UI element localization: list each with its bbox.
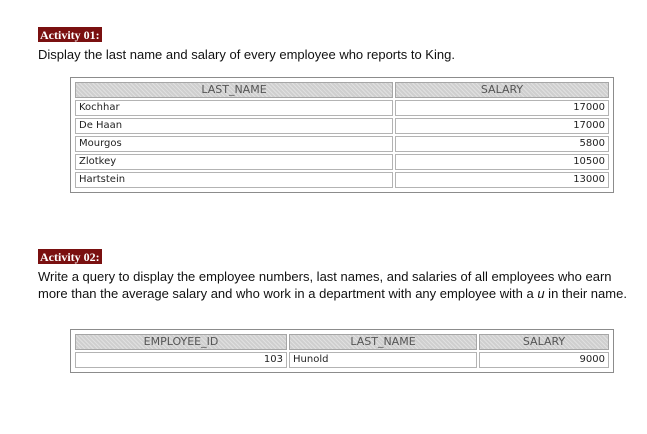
activity-01-result-table (70, 77, 614, 193)
cell-last-name: Hartstein (75, 172, 393, 188)
cell-last-name: Zlotkey (75, 154, 393, 170)
column-header-salary: SALARY (479, 334, 609, 350)
cell-salary: 9000 (479, 352, 609, 368)
cell-salary: 10500 (395, 154, 609, 170)
table-header-row (75, 334, 609, 350)
table-row (75, 118, 609, 134)
cell-salary: 5800 (395, 136, 609, 152)
column-header-last-name: LAST_NAME (289, 334, 477, 350)
cell-last-name: Hunold (289, 352, 477, 368)
cell-employee-id: 103 (75, 352, 287, 368)
table-row (75, 172, 609, 188)
cell-last-name: Mourgos (75, 136, 393, 152)
activity-01-title: Activity 01: (40, 28, 100, 42)
column-header-salary: SALARY (395, 82, 609, 98)
activity-02-result-table (70, 329, 614, 373)
table-row (75, 136, 609, 152)
activity-02-description-text-end: in their name. (544, 286, 627, 301)
cell-last-name: De Haan (75, 118, 393, 134)
column-header-employee-id: EMPLOYEE_ID (75, 334, 287, 350)
activity-02-description-text: Write a query to display the employee numbers, last names, and salaries of all employees who earn more than the average salary and who work in a department with any employee with a (38, 269, 612, 301)
cell-salary: 17000 (395, 100, 609, 116)
activity-02-description-italic: u (537, 286, 545, 301)
activity-02-title: Activity 02: (40, 250, 100, 264)
activity-02-section (38, 248, 630, 302)
activity-01-description: Display the last name and salary of every employee who reports to King. (38, 47, 455, 62)
activity-02-description (38, 268, 630, 302)
table-row (75, 154, 609, 170)
cell-salary: 17000 (395, 118, 609, 134)
activity-01-section (38, 26, 630, 63)
table-header-row (75, 82, 609, 98)
table-row (75, 352, 609, 368)
cell-salary: 13000 (395, 172, 609, 188)
cell-last-name: Kochhar (75, 100, 393, 116)
column-header-last-name: LAST_NAME (75, 82, 393, 98)
table-row (75, 100, 609, 116)
